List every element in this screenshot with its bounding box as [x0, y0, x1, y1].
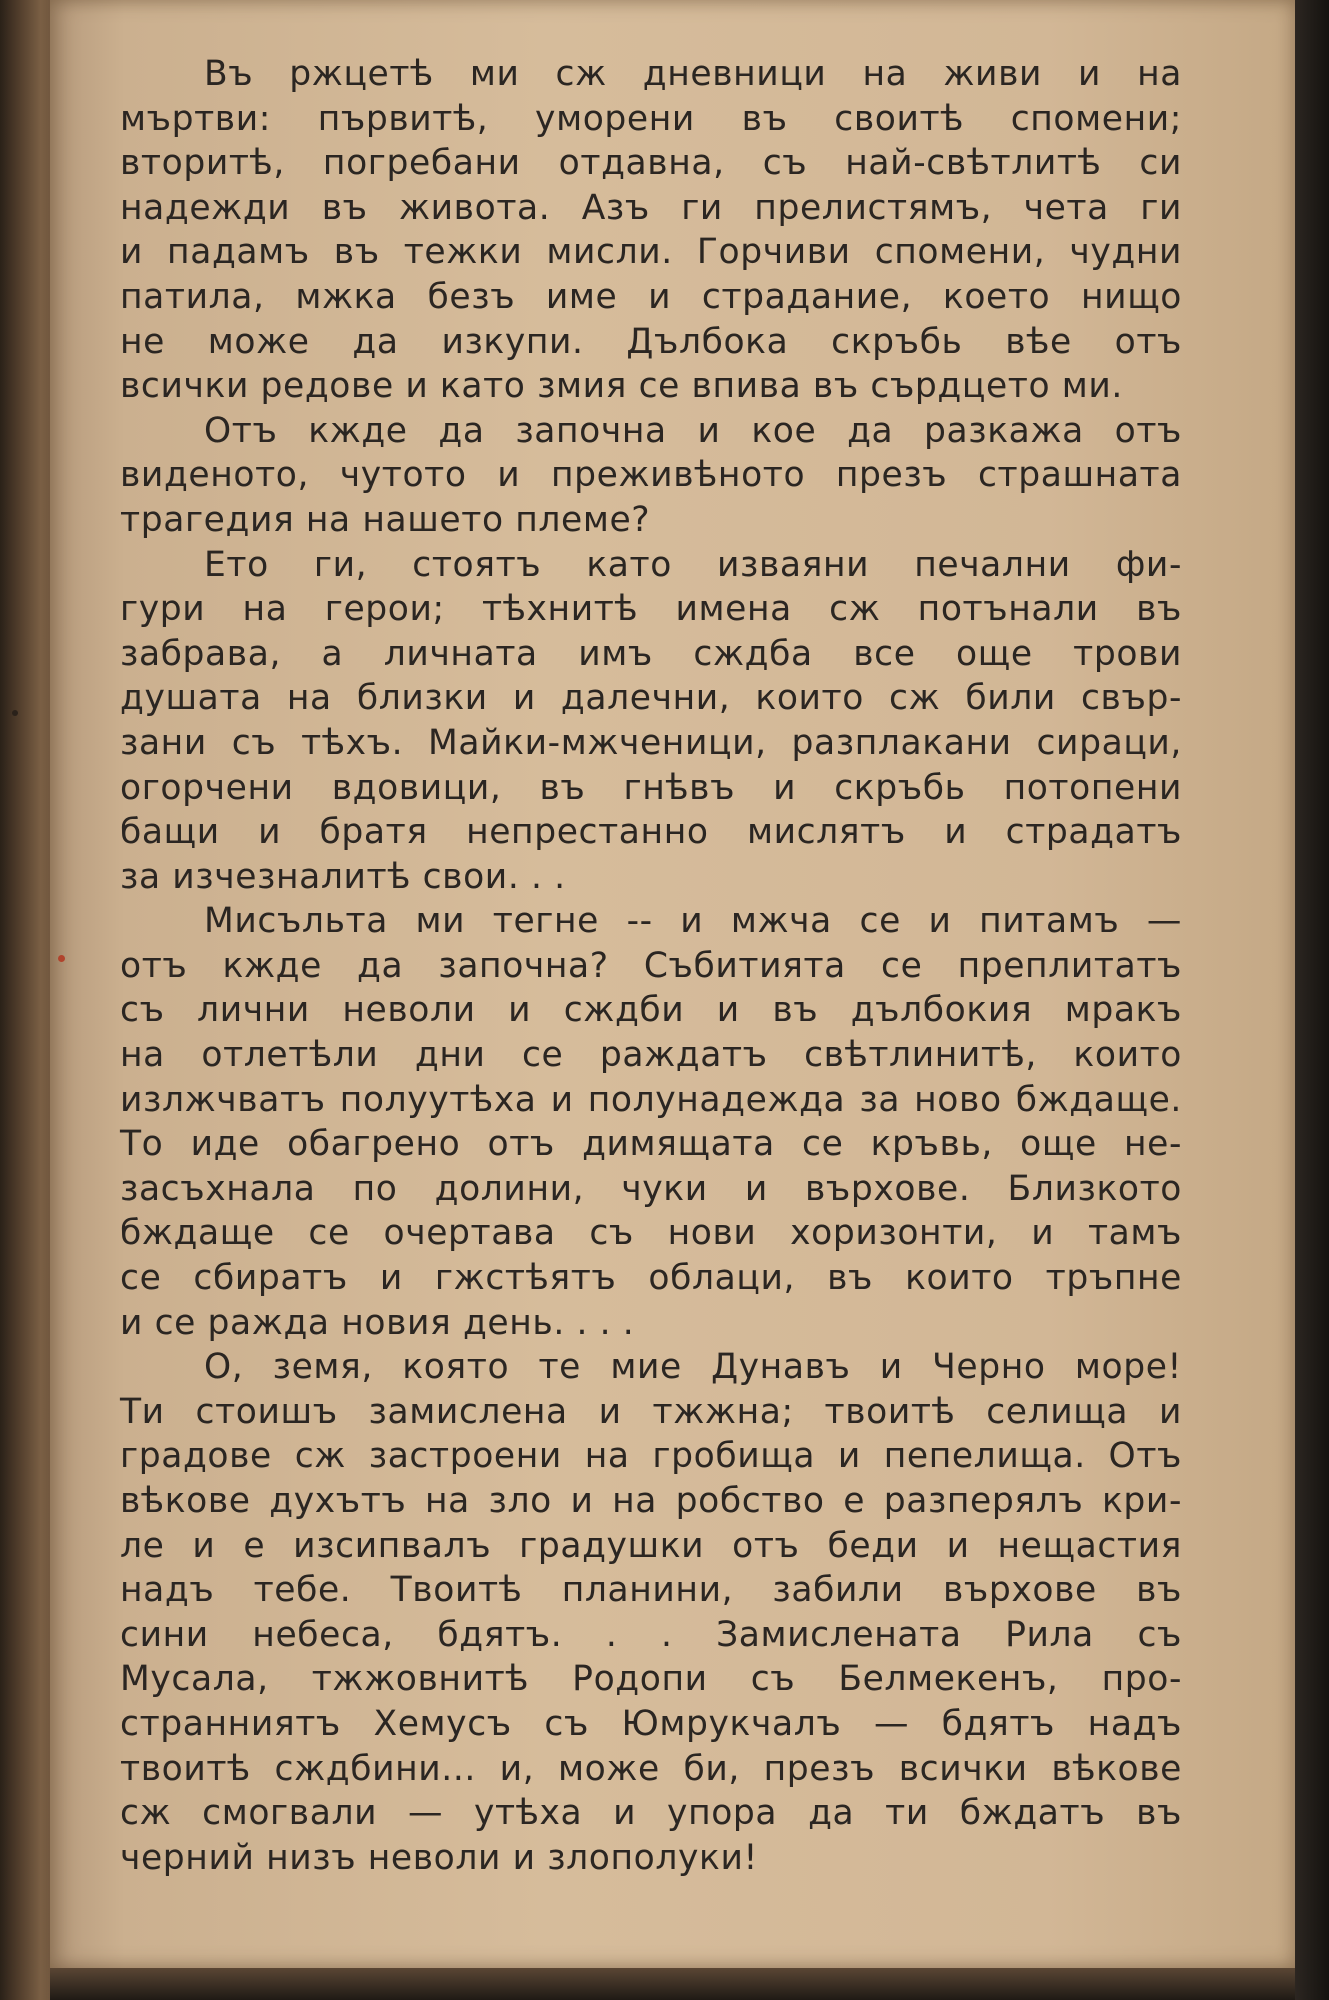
paragraph	[120, 899, 1182, 1345]
text-line: Мусала, тжжовнитѣ Родопи съ Белмекенъ, про-	[120, 1659, 1182, 1700]
ink-speck	[12, 710, 18, 716]
text-line: душата на близки и далечни, които сж били свър-	[120, 678, 1182, 719]
text-line: То иде обагрено отъ димящата се кръвь, още не-	[120, 1124, 1182, 1165]
text-line: не може да изкупи. Дълбока скръбь вѣе отъ	[120, 321, 1182, 362]
page-stack-edge	[1295, 0, 1329, 2000]
text-line: ле и е изсипвалъ градушки отъ беди и нещастия	[120, 1525, 1182, 1566]
paragraph	[120, 1345, 1182, 1880]
text-line: патила, мжка безъ име и страдание, което нищо	[120, 276, 1182, 317]
text-line: Ти стоишъ замислена и тжжна; твоитѣ селища и	[120, 1391, 1182, 1432]
page-bottom-edge	[50, 1968, 1295, 2000]
text-line: зани съ тѣхъ. Майки-мжченици, разплакани сираци,	[120, 722, 1182, 763]
text-line: огорчени вдовици, въ гнѣвъ и скръбь потопени	[120, 767, 1182, 808]
text-line: Отъ кжде да започна и кое да разкажа отъ	[204, 410, 1182, 451]
text-line: вторитѣ, погребани отдавна, съ най-свѣтлитѣ си	[120, 143, 1182, 184]
text-line: странниятъ Хемусъ съ Юмрукчалъ — бдятъ надъ	[120, 1703, 1182, 1744]
text-line: черний низъ неволи и злополуки!	[120, 1837, 758, 1878]
text-line: мъртви: първитѣ, уморени въ своитѣ спомени;	[120, 98, 1182, 139]
page-text	[120, 52, 1182, 1880]
text-line: сж смогвали — утѣха и упора да ти бждатъ въ	[120, 1793, 1182, 1834]
red-ink-dot	[58, 955, 65, 962]
text-line: виденото, чутото и преживѣното презъ страшната	[120, 455, 1182, 496]
text-line: бждаще се очертава съ нови хоризонти, и тамъ	[120, 1213, 1182, 1254]
text-line: твоитѣ сждбини... и, може би, презъ всички вѣкове	[120, 1748, 1182, 1789]
text-line: забрава, а личната имъ сждба все още трови	[120, 633, 1182, 674]
text-line: Въ ржцетѣ ми сж дневници на живи и на	[204, 54, 1182, 94]
text-line: съ лични неволи и сждби и въ дълбокия мракъ	[120, 990, 1182, 1031]
text-line: всички редове и като змия се впива въ сърдцето ми.	[120, 366, 1123, 407]
text-line: и се ражда новия день. . . .	[120, 1302, 635, 1343]
text-line: гури на герои; тѣхнитѣ имена сж потънали въ	[120, 589, 1182, 630]
text-line: засъхнала по долини, чуки и върхове. Близкото	[120, 1168, 1182, 1209]
text-line: на отлетѣли дни се раждатъ свѣтлинитѣ, които	[120, 1035, 1182, 1076]
paragraph	[120, 543, 1182, 900]
text-line: излжчватъ полуутѣха и полунадежда за ново бждаще.	[120, 1079, 1182, 1120]
text-line: надъ тебе. Твоитѣ планини, забили върхове въ	[120, 1570, 1182, 1611]
text-line: Мисъльта ми тегне -- и мжча се и питамъ —	[204, 901, 1182, 942]
text-line: и падамъ въ тежки мисли. Горчиви спомени, чудни	[120, 232, 1182, 273]
text-line: вѣкове духътъ на зло и на робство е разперялъ кри-	[120, 1481, 1182, 1521]
text-line: бащи и братя непрестанно мислятъ и страдатъ	[120, 812, 1182, 853]
text-line: надежди въ живота. Азъ ги прелистямъ, чета ги	[120, 187, 1182, 228]
text-line: се сбиратъ и гжстѣятъ облаци, въ които тръпне	[120, 1258, 1182, 1299]
text-line: Ето ги, стоятъ като изваяни печални фи-	[204, 544, 1182, 585]
paragraph	[120, 52, 1182, 409]
book-page	[50, 0, 1295, 1968]
text-line: О, земя, която те мие Дунавъ и Черно море!	[204, 1347, 1182, 1388]
text-line: сини небеса, бдятъ. . . Замислената Рила съ	[120, 1614, 1182, 1655]
text-line: градове сж застроени на гробища и пепелища. Отъ	[120, 1436, 1182, 1477]
text-line: за изчезналитѣ свои. . .	[120, 856, 566, 897]
text-line: отъ кжде да започна? Събитията се преплитатъ	[120, 945, 1182, 986]
paragraph	[120, 409, 1182, 543]
text-line: трагедия на нашето племе?	[120, 499, 651, 540]
